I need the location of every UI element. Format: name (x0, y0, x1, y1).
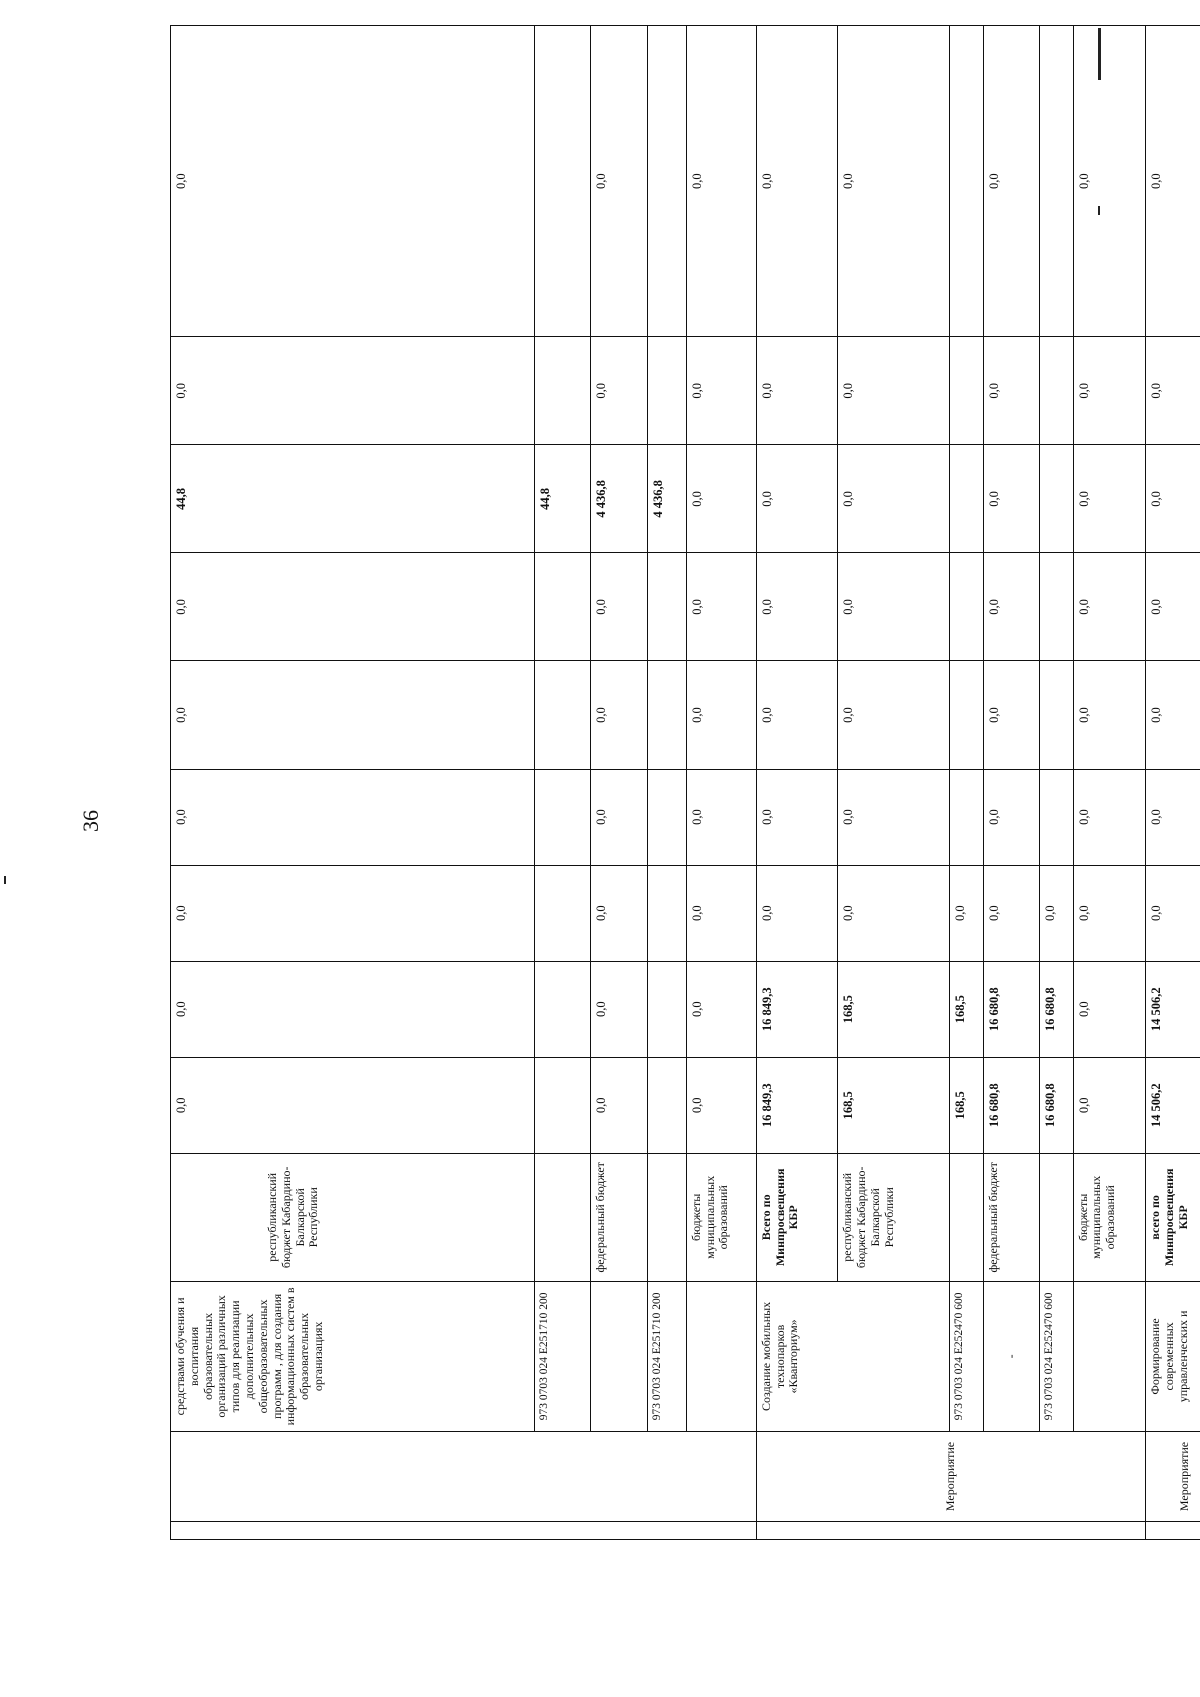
value-cell (647, 661, 686, 769)
value-cell (535, 661, 591, 769)
value-cell: 0,0 (1146, 769, 1200, 865)
value-cell: 0,0 (171, 661, 535, 769)
value-cell (535, 553, 591, 661)
value-cell: 0,0 (686, 26, 756, 337)
value-cell: 0,0 (591, 661, 647, 769)
value-cell: 0,0 (983, 661, 1039, 769)
value-cell: 0,0 (591, 1057, 647, 1153)
table-row (1073, 26, 1146, 1540)
value-cell (1039, 26, 1073, 337)
value-cell: 44,8 (171, 445, 535, 553)
value-cell (535, 961, 591, 1057)
value-cell: 0,0 (591, 769, 647, 865)
value-cell: 0,0 (1073, 445, 1146, 553)
value-cell: 0,0 (983, 26, 1039, 337)
value-cell: 0,0 (171, 1057, 535, 1153)
value-cell (647, 553, 686, 661)
code-cell: - (983, 1281, 1039, 1431)
value-cell: 0,0 (756, 26, 837, 337)
source-cell: федеральный бюджет (591, 1153, 647, 1281)
value-cell (1039, 337, 1073, 445)
value-cell (647, 961, 686, 1057)
budget-table (170, 25, 1200, 1540)
table-row (983, 26, 1039, 1540)
table-row (1039, 26, 1073, 1540)
source-cell: республиканский бюджет Кабардино-Балкарской Республики (171, 1153, 535, 1281)
value-cell: 0,0 (838, 769, 950, 865)
source-cell: республиканский бюджет Кабардино-Балкарской Республики (838, 1153, 950, 1281)
value-cell: 16 680,8 (983, 1057, 1039, 1153)
value-cell (647, 337, 686, 445)
code-cell: 973 0703 024 E251710 200 (535, 1281, 591, 1431)
value-cell: 168,5 (838, 1057, 950, 1153)
code-cell: 973 0703 024 E251710 200 (647, 1281, 686, 1431)
value-cell: 4 436,8 (647, 445, 686, 553)
value-cell (950, 553, 984, 661)
value-cell: 0,0 (838, 26, 950, 337)
value-cell (535, 337, 591, 445)
value-cell: 0,0 (591, 961, 647, 1057)
value-cell: 0,0 (983, 553, 1039, 661)
value-cell (1039, 445, 1073, 553)
value-cell: 0,0 (756, 337, 837, 445)
table-row (756, 26, 837, 1540)
blank-cell (756, 1522, 1146, 1540)
value-cell: 0,0 (1073, 1057, 1146, 1153)
value-cell: 168,5 (950, 961, 984, 1057)
value-cell: 0,0 (686, 865, 756, 961)
value-cell: 0,0 (1073, 337, 1146, 445)
code-cell (1073, 1281, 1146, 1431)
row-type (171, 1431, 757, 1521)
value-cell: 0,0 (838, 553, 950, 661)
value-cell (950, 661, 984, 769)
value-cell (950, 337, 984, 445)
value-cell: 0,0 (686, 661, 756, 769)
value-cell: 0,0 (983, 865, 1039, 961)
value-cell (950, 769, 984, 865)
value-cell: 0,0 (1146, 661, 1200, 769)
value-cell (647, 865, 686, 961)
value-cell: 0,0 (756, 865, 837, 961)
row-name: Формирование современных управленческих и (1146, 1281, 1200, 1431)
value-cell: 0,0 (838, 337, 950, 445)
value-cell: 0,0 (591, 337, 647, 445)
value-cell: 16 849,3 (756, 961, 837, 1057)
table-row (171, 26, 535, 1540)
value-cell: 0,0 (756, 553, 837, 661)
value-cell: 0,0 (950, 865, 984, 961)
value-cell: 0,0 (171, 26, 535, 337)
value-cell: 0,0 (171, 553, 535, 661)
value-cell (535, 865, 591, 961)
page-number: 36 (78, 810, 103, 832)
value-cell: 0,0 (171, 961, 535, 1057)
code-cell: 973 0703 024 E252470 600 (950, 1281, 984, 1431)
value-cell: 0,0 (838, 865, 950, 961)
value-cell (950, 445, 984, 553)
table-row (591, 26, 647, 1540)
table-row (647, 26, 686, 1540)
source-cell (535, 1153, 591, 1281)
value-cell: 0,0 (1073, 769, 1146, 865)
code-cell (686, 1281, 756, 1431)
source-cell: Всего по Минпросвещения КБР (756, 1153, 837, 1281)
value-cell (647, 26, 686, 337)
value-cell: 0,0 (591, 553, 647, 661)
value-cell (535, 26, 591, 337)
value-cell (647, 769, 686, 865)
source-cell: бюджеты муниципальных образований (1073, 1153, 1146, 1281)
value-cell: 16 680,8 (1039, 961, 1073, 1057)
value-cell: 0,0 (838, 661, 950, 769)
scan-mark (4, 876, 6, 884)
value-cell: 0,0 (1073, 553, 1146, 661)
table-row (535, 26, 591, 1540)
value-cell: 44,8 (535, 445, 591, 553)
value-cell: 0,0 (171, 865, 535, 961)
source-cell: всего по Минпросвещения КБР (1146, 1153, 1200, 1281)
value-cell: 0,0 (1146, 26, 1200, 337)
value-cell: 0,0 (983, 445, 1039, 553)
value-cell (1039, 661, 1073, 769)
source-cell: федеральный бюджет (983, 1153, 1039, 1281)
value-cell: 16 680,8 (1039, 1057, 1073, 1153)
value-cell: 16 849,3 (756, 1057, 837, 1153)
source-cell: бюджеты муниципальных образований (686, 1153, 756, 1281)
value-cell: 0,0 (983, 769, 1039, 865)
table-row (1146, 26, 1200, 1540)
value-cell: 0,0 (1073, 865, 1146, 961)
value-cell: 0,0 (838, 445, 950, 553)
value-cell: 0,0 (1073, 26, 1146, 337)
blank-cell (171, 1522, 757, 1540)
value-cell: 0,0 (1146, 865, 1200, 961)
row-type: Мероприятие (756, 1431, 1146, 1521)
value-cell: 4 436,8 (591, 445, 647, 553)
rotated-table-container (170, 25, 1200, 1540)
table-row (950, 26, 984, 1540)
value-cell: 0,0 (1146, 445, 1200, 553)
value-cell (647, 1057, 686, 1153)
value-cell: 0,0 (686, 961, 756, 1057)
value-cell: 0,0 (1073, 661, 1146, 769)
value-cell: 0,0 (756, 769, 837, 865)
value-cell: 0,0 (756, 445, 837, 553)
row-name: Создание мобильных технопарков «Кванториум» (756, 1281, 949, 1431)
value-cell (950, 26, 984, 337)
value-cell (535, 769, 591, 865)
table-row (686, 26, 756, 1540)
row-type: Мероприятие (1146, 1431, 1200, 1521)
value-cell: 0,0 (1146, 553, 1200, 661)
value-cell: 14 506,2 (1146, 1057, 1200, 1153)
value-cell: 0,0 (1073, 961, 1146, 1057)
value-cell: 0,0 (171, 769, 535, 865)
value-cell: 0,0 (591, 26, 647, 337)
blank-cell (1146, 1522, 1200, 1540)
value-cell (535, 1057, 591, 1153)
value-cell: 168,5 (838, 961, 950, 1057)
value-cell: 168,5 (950, 1057, 984, 1153)
row-name: средствами обучения и воспитания образовательных организаций различных типов для реализации дополнительных общеобразовательных программ , для создания информационных систем в образовательных организациях (171, 1281, 535, 1431)
code-cell: 973 0703 024 E252470 600 (1039, 1281, 1073, 1431)
value-cell: 0,0 (686, 769, 756, 865)
source-cell (1039, 1153, 1073, 1281)
value-cell: 0,0 (686, 445, 756, 553)
code-cell (591, 1281, 647, 1431)
value-cell: 0,0 (686, 553, 756, 661)
value-cell: 0,0 (1039, 865, 1073, 961)
source-cell (647, 1153, 686, 1281)
value-cell: 16 680,8 (983, 961, 1039, 1057)
value-cell (1039, 769, 1073, 865)
value-cell: 0,0 (1146, 337, 1200, 445)
value-cell: 0,0 (171, 337, 535, 445)
value-cell: 14 506,2 (1146, 961, 1200, 1057)
source-cell (950, 1153, 984, 1281)
value-cell: 0,0 (983, 337, 1039, 445)
value-cell: 0,0 (756, 661, 837, 769)
value-cell: 0,0 (686, 337, 756, 445)
value-cell: 0,0 (591, 865, 647, 961)
value-cell (1039, 553, 1073, 661)
value-cell: 0,0 (686, 1057, 756, 1153)
